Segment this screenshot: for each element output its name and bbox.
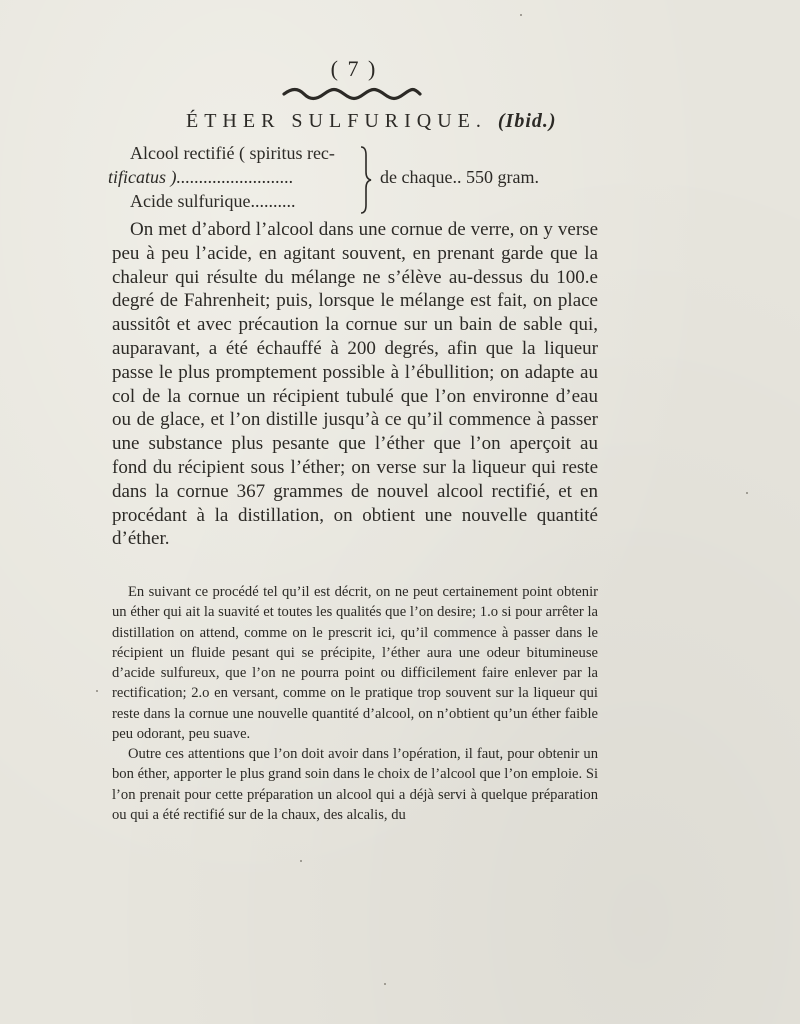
- paper-speck: [384, 983, 386, 985]
- main-paragraph: On met d’abord l’alcool dans une cornue de verre, on y verse peu à peu l’acide, en agitant souvent, en prenant garde que la chaleur qui résulte du mélange ne s’élève au-dessus du 100.e degré de Fahrenheit; puis, lorsque le mélange est fait, on place aussitôt et avec précaution la cornue sur un bain de sable qui, auparavant, a été échauffé à 200 degrés, afin que la liqueur passe le plus promptement possible à l’ébullition; on adapte au col de la cornue un récipient tubulé que l’on environne d’eau ou de glace, et l’on distille jusqu’à ce qu’il commence à passer une substance plus pesante que l’éther que l’on aperçoit au fond du récipient sous l’éther; on verse sur la liqueur qui reste dans la cornue 367 grammes de nouvel alcool rectifié, et en procédant à la distillation, on obtient une nouvelle quantité d’éther.: [112, 219, 598, 550]
- recipe-line-acid: Acide sulfurique..........: [130, 191, 296, 211]
- paper-speck: [746, 492, 748, 494]
- paper-speck: [300, 860, 302, 862]
- title-reference: (Ibid.): [497, 110, 557, 132]
- section-title: [186, 110, 557, 133]
- recipe-line-alcohol: Alcool rectifié ( spiritus rec-: [130, 143, 335, 163]
- page-number: ( 7 ): [330, 56, 378, 81]
- recipe-line-alcohol-cont: tificatus )..........................: [108, 167, 294, 187]
- ornament-divider: [282, 86, 422, 102]
- paper-speck: [96, 690, 98, 692]
- recipe-quantity: de chaque.. 550 gram.: [380, 167, 539, 187]
- recipe-block: [108, 143, 708, 215]
- note-paragraph-1: En suivant ce procédé tel qu’il est décrit, on ne peut certainement point obtenir un éther qui ait la suavité et toutes les qualités que l’on desire; 1.o si pour arrêter la distillation on attend, comme on le prescrit ici, qu’il commence à passer dans le récipient un fluide pesant qui se précipite, l’éther aura une odeur bitumineuse d’acide sulfureux, que l’on ne pourra point ou difficilement faire enlever par la rectification; 2.o en versant, comme on le pratique trop souvent sur la liqueur qui reste dans la cornue une nouvelle quantité d’alcool, on n’obtient qu’un éther faible peu odorant, peu suave.: [112, 584, 598, 743]
- paper-speck: [520, 14, 522, 16]
- brace-icon: [358, 145, 372, 215]
- note-paragraph-2: Outre ces attentions que l’on doit avoir dans l’opération, il faut, pour obtenir un bon éther, apporter le plus grand soin dans le choix de l’alcool que l’on emploie. Si l’on prenait pour cette préparation un alcool qui a déjà servi à quelque préparation ou qui a été rectifié sur de la chaux, des alcalis, du: [112, 746, 598, 823]
- title-main: ÉTHER SULFURIQUE.: [186, 110, 487, 132]
